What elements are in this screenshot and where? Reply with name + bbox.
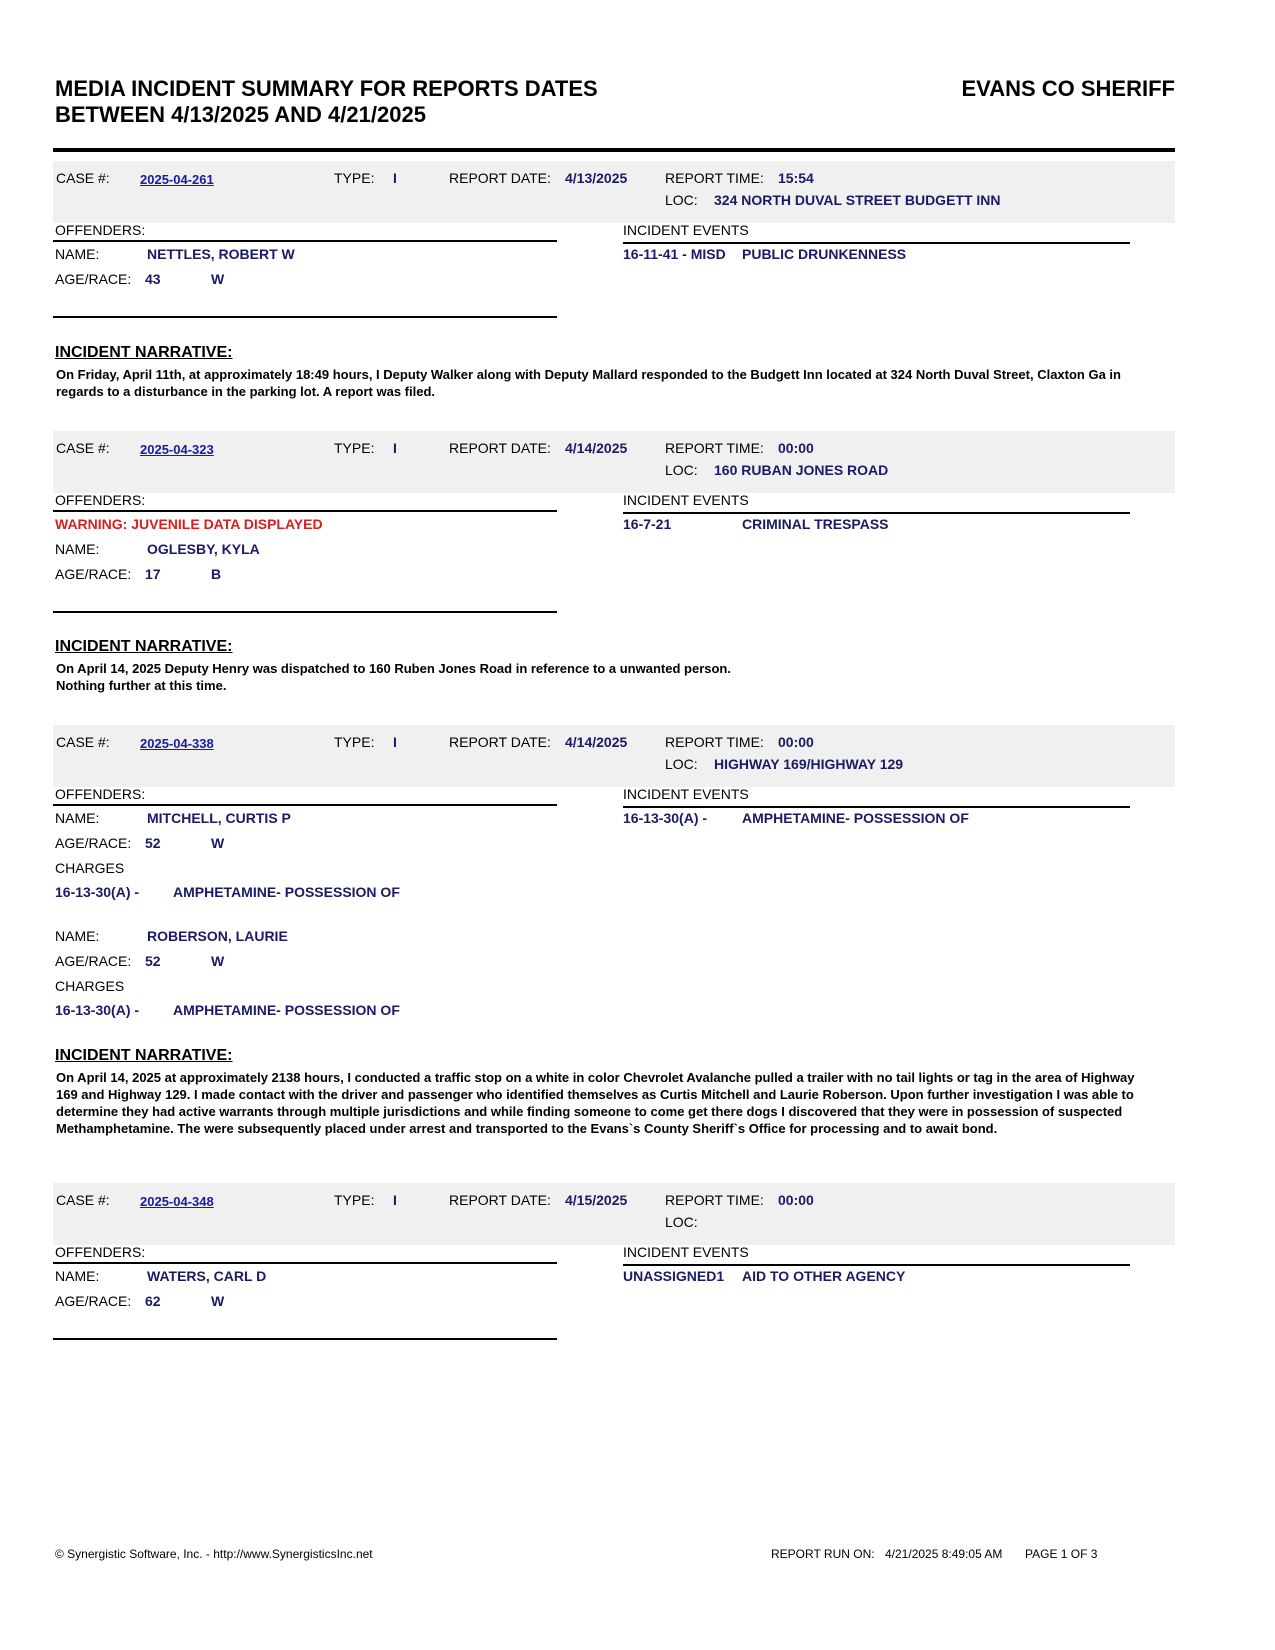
offender-race: W — [211, 953, 225, 969]
location-label: LOC: — [665, 1214, 698, 1230]
case-number-label: CASE #: — [56, 1192, 110, 1208]
incident-events-label: INCIDENT EVENTS — [623, 492, 749, 508]
name-label: NAME: — [55, 1268, 100, 1284]
report-date-value: 4/14/2025 — [565, 440, 628, 456]
case-number-link[interactable]: 2025-04-348 — [140, 1194, 214, 1209]
offenders-label: OFFENDERS: — [55, 222, 146, 238]
report-time-value: 00:00 — [778, 440, 814, 456]
incident-events-label: INCIDENT EVENTS — [623, 786, 749, 802]
report-title-line2: BETWEEN 4/13/2025 AND 4/21/2025 — [55, 102, 426, 127]
offender-age: 52 — [145, 953, 161, 969]
charge-code: 16-13-30(A) - — [55, 884, 140, 900]
type-value: I — [393, 1192, 397, 1208]
report-time-label: REPORT TIME: — [665, 170, 764, 186]
offender-block-rule — [53, 611, 557, 613]
offenders-label: OFFENDERS: — [55, 492, 146, 508]
offender-race: W — [211, 1293, 225, 1309]
event-description: PUBLIC DRUNKENNESS — [742, 246, 907, 262]
incident-events-label: INCIDENT EVENTS — [623, 1244, 749, 1260]
footer-page-number: PAGE 1 OF 3 — [1025, 1547, 1098, 1561]
header-divider — [53, 148, 1175, 152]
offenders-rule — [53, 240, 557, 242]
charge-code: 16-13-30(A) - — [55, 1002, 140, 1018]
report-date-label: REPORT DATE: — [449, 170, 551, 186]
report-time-label: REPORT TIME: — [665, 1192, 764, 1208]
report-title — [55, 76, 695, 128]
offenders-rule — [53, 510, 557, 512]
narrative-line: Nothing further at this time. — [56, 678, 227, 693]
charges-label: CHARGES — [55, 860, 125, 876]
incident-events-rule — [623, 512, 1130, 514]
footer-run-on-label: REPORT RUN ON: — [771, 1547, 875, 1561]
age-race-label: AGE/RACE: — [55, 953, 132, 969]
charge-description: AMPHETAMINE- POSSESSION OF — [173, 1002, 400, 1018]
agency-name: EVANS CO SHERIFF — [961, 76, 1175, 101]
narrative-heading: INCIDENT NARRATIVE: — [55, 1047, 233, 1064]
event-code: 16-11-41 - MISD — [623, 246, 726, 262]
offender-name: MITCHELL, CURTIS P — [147, 810, 291, 826]
report-time-value: 00:00 — [778, 1192, 814, 1208]
offender-race: W — [211, 271, 225, 287]
report-time-value: 00:00 — [778, 734, 814, 750]
case-number-label: CASE #: — [56, 440, 110, 456]
offender-name: WATERS, CARL D — [147, 1268, 267, 1284]
type-label: TYPE: — [334, 1192, 375, 1208]
report-time-value: 15:54 — [778, 170, 814, 186]
type-label: TYPE: — [334, 170, 375, 186]
event-code: UNASSIGNED1 — [623, 1268, 725, 1284]
footer-copyright: © Synergistic Software, Inc. - http://www.SynergisticsInc.net — [55, 1547, 373, 1561]
name-label: NAME: — [55, 246, 100, 262]
incident-events-rule — [623, 806, 1130, 808]
offender-name: ROBERSON, LAURIE — [147, 928, 288, 944]
age-race-label: AGE/RACE: — [55, 1293, 132, 1309]
offender-block-rule — [53, 1338, 557, 1340]
narrative-heading: INCIDENT NARRATIVE: — [55, 344, 233, 361]
age-race-label: AGE/RACE: — [55, 566, 132, 582]
name-label: NAME: — [55, 810, 100, 826]
offenders-rule — [53, 1262, 557, 1264]
type-value: I — [393, 170, 397, 186]
name-label: NAME: — [55, 928, 100, 944]
offender-race: B — [211, 566, 222, 582]
name-label: NAME: — [55, 541, 100, 557]
narrative-text: On Friday, April 11th, at approximately 18:49 hours, I Deputy Walker along with Deputy Mallard responded to the Budgett Inn located at 324 North Duval Street, Claxton Ga in regards to a disturbance in the parking lot. A report was filed. — [56, 367, 1121, 399]
event-code: 16-7-21 — [623, 516, 672, 532]
age-race-label: AGE/RACE: — [55, 835, 132, 851]
offender-race: W — [211, 835, 225, 851]
event-code: 16-13-30(A) - — [623, 810, 708, 826]
age-race-label: AGE/RACE: — [55, 271, 132, 287]
case-number-link[interactable]: 2025-04-323 — [140, 442, 214, 457]
report-time-label: REPORT TIME: — [665, 440, 764, 456]
report-date-value: 4/14/2025 — [565, 734, 628, 750]
incident-events-rule — [623, 1264, 1130, 1266]
offender-block-rule — [53, 316, 557, 318]
offender-name: NETTLES, ROBERT W — [147, 246, 295, 262]
offenders-rule — [53, 804, 557, 806]
case-number-link[interactable]: 2025-04-338 — [140, 736, 214, 751]
type-value: I — [393, 440, 397, 456]
offender-age: 62 — [145, 1293, 161, 1309]
location-value: HIGHWAY 169/HIGHWAY 129 — [714, 756, 904, 772]
offender-age: 52 — [145, 835, 161, 851]
case-number-label: CASE #: — [56, 170, 110, 186]
type-value: I — [393, 734, 397, 750]
narrative-line: On April 14, 2025 Deputy Henry was dispatched to 160 Ruben Jones Road in reference to a unwanted person. — [56, 661, 731, 676]
report-date-value: 4/15/2025 — [565, 1192, 628, 1208]
report-title-line1: MEDIA INCIDENT SUMMARY FOR REPORTS DATES — [55, 76, 598, 101]
narrative-heading: INCIDENT NARRATIVE: — [55, 638, 233, 655]
offenders-label: OFFENDERS: — [55, 786, 146, 802]
charges-label: CHARGES — [55, 978, 125, 994]
event-description: AMPHETAMINE- POSSESSION OF — [742, 810, 969, 826]
location-label: LOC: — [665, 462, 698, 478]
narrative-text: On April 14, 2025 at approximately 2138 hours, I conducted a traffic stop on a white in color Chevrolet Avalanche pulled a trailer with no tail lights or tag in the area of Highway 169 and Highway 129. I made contact with the driver and passenger who identified themselves as Curtis Mitchell and Laurie Roberson. Upon further investigation I was able to determine they had active warrants through multiple jurisdictions and while finding someone to come get there dogs I discovered that they were in possession of suspected Methamphetamine. The were subsequently placed under arrest and transported to the Evans`s County Sheriff`s Office for processing and to await bond. — [56, 1070, 1135, 1136]
footer-run-on-value: 4/21/2025 8:49:05 AM — [885, 1547, 1003, 1561]
offender-age: 17 — [145, 566, 161, 582]
juvenile-warning: WARNING: JUVENILE DATA DISPLAYED — [55, 516, 323, 532]
report-date-label: REPORT DATE: — [449, 1192, 551, 1208]
event-description: AID TO OTHER AGENCY — [742, 1268, 906, 1284]
report-time-label: REPORT TIME: — [665, 734, 764, 750]
location-label: LOC: — [665, 756, 698, 772]
type-label: TYPE: — [334, 440, 375, 456]
report-date-label: REPORT DATE: — [449, 440, 551, 456]
incident-events-rule — [623, 242, 1130, 244]
offender-age: 43 — [145, 271, 161, 287]
location-label: LOC: — [665, 192, 698, 208]
incident-events-label: INCIDENT EVENTS — [623, 222, 749, 238]
location-value: 324 NORTH DUVAL STREET BUDGETT INN — [714, 192, 1001, 208]
report-date-value: 4/13/2025 — [565, 170, 628, 186]
charge-description: AMPHETAMINE- POSSESSION OF — [173, 884, 400, 900]
case-number-label: CASE #: — [56, 734, 110, 750]
report-date-label: REPORT DATE: — [449, 734, 551, 750]
offenders-label: OFFENDERS: — [55, 1244, 146, 1260]
narrative-text — [56, 660, 1146, 694]
case-number-link[interactable]: 2025-04-261 — [140, 172, 214, 187]
event-description: CRIMINAL TRESPASS — [742, 516, 889, 532]
location-value: 160 RUBAN JONES ROAD — [714, 462, 889, 478]
type-label: TYPE: — [334, 734, 375, 750]
offender-name: OGLESBY, KYLA — [147, 541, 260, 557]
